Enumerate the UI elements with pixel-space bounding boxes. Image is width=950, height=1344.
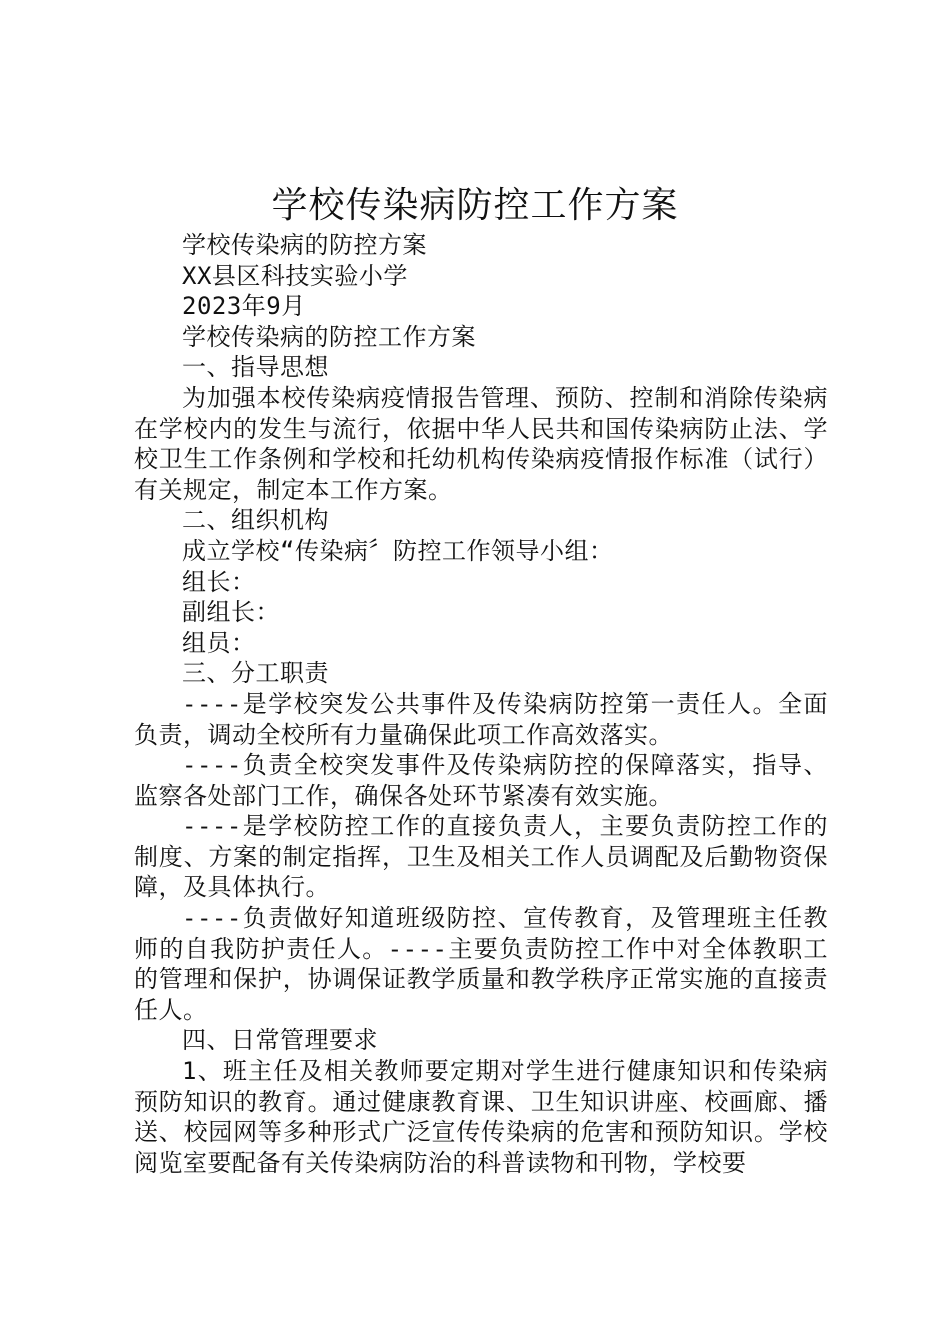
deputy-leader-line: 副组长：	[182, 598, 280, 627]
paragraph-leadership-group: 成立学校“传染病〞防控工作领导小组：	[182, 536, 614, 565]
subtitle-plan: 学校传染病的防控方案	[182, 231, 427, 259]
subtitle-work-plan: 学校传染病的防控工作方案	[182, 322, 476, 351]
document-date: 2023年9月	[182, 292, 306, 321]
paragraph-responsibility-2: ----负责全校突发事件及传染病防控的保障落实，指导、监察各处部门工作，确保各处环节紧凑有效实施。	[134, 751, 828, 810]
paragraph-guiding-ideology: 为加强本校传染病疫情报告管理、预防、控制和消除传染病在学校内的发生与流行，依据中华人民共和国传染病防止法、学校卫生工作条例和学校和托幼机构传染病疫情报作标准（试行）有关规定，制定本工作方案。	[134, 383, 828, 504]
paragraph-daily-management-1: 1、班主任及相关教师要定期对学生进行健康知识和传染病预防知识的教育。通过健康教育课、卫生知识讲座、校画廊、播送、校园网等多种形式广泛宣传传染病的危害和预防知识。学校阅览室要配备有关传染病防治的科普读物和刊物，学校要	[134, 1057, 828, 1177]
section-heading-organization: 二、组织机构	[182, 506, 329, 535]
paragraph-responsibility-3: ----是学校防控工作的直接负责人，主要负责防控工作的制度、方案的制定指挥，卫生及相关工作人员调配及后勤物资保障，及具体执行。	[134, 812, 828, 902]
document-title: 学校传染病防控工作方案	[271, 185, 679, 226]
members-line: 组员：	[182, 628, 256, 657]
group-leader-line: 组长：	[182, 567, 256, 596]
document-body	[134, 230, 828, 1178]
paragraph-responsibility-1: ----是学校突发公共事件及传染病防控第一责任人。全面负责，调动全校所有力量确保此项工作高效落实。	[134, 689, 828, 749]
section-heading-responsibilities: 三、分工职责	[182, 659, 329, 688]
section-heading-daily-management: 四、日常管理要求	[182, 1026, 378, 1055]
paragraph-responsibility-4: ----负责做好知道班级防控、宣传教育，及管理班主任教师的自我防护责任人。----主要负责防控工作中对全体教职工的管理和保护，协调保证教学质量和教学秩序正常实施的直接责任人。	[134, 904, 828, 1024]
section-heading-guiding-ideology: 一、指导思想	[182, 353, 329, 382]
school-name: XX县区科技实验小学	[182, 261, 408, 290]
